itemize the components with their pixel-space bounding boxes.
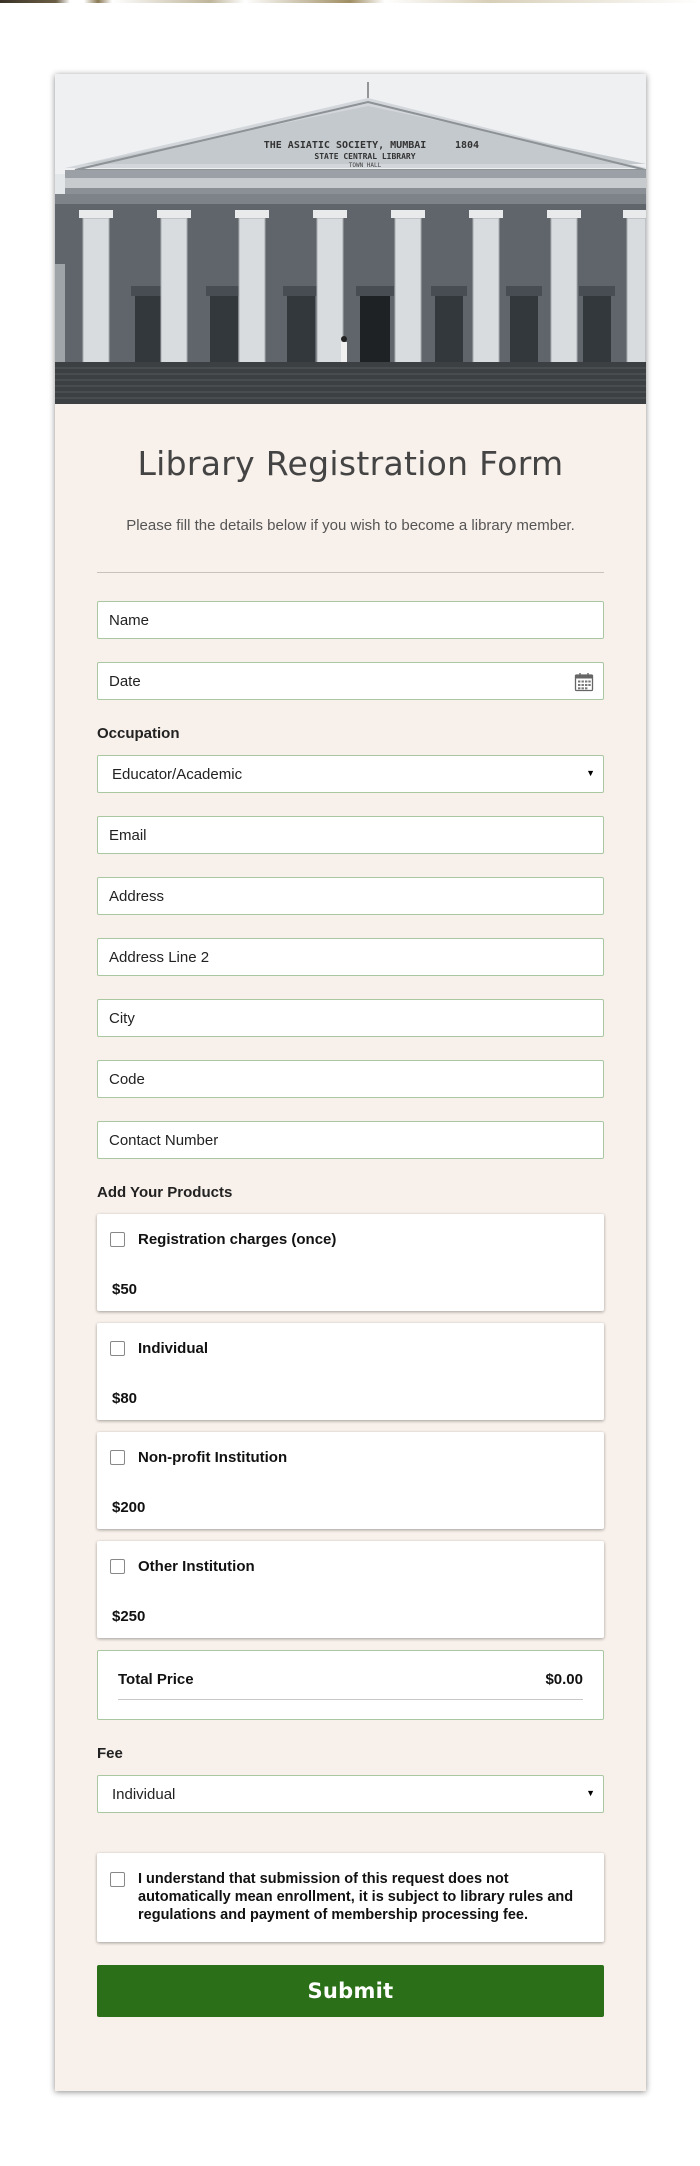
- calendar-icon[interactable]: [574, 672, 594, 692]
- page-subtitle: Please fill the details below if you wish to become a library member.: [126, 517, 575, 534]
- page-title: Library Registration Form: [137, 444, 564, 483]
- agreement-box: [97, 1853, 604, 1942]
- product-price: $80: [112, 1390, 138, 1407]
- inscription-line3: TOWN HALL: [348, 162, 382, 169]
- code-placeholder: Code: [109, 1070, 145, 1088]
- city-placeholder: City: [109, 1009, 135, 1027]
- fee-select[interactable]: [97, 1775, 604, 1813]
- address-placeholder: Address: [109, 887, 165, 905]
- occupation-selected: Educator/Academic: [112, 765, 243, 783]
- inscription-line1: THE ASIATIC SOCIETY, MUMBAI: [263, 140, 427, 151]
- checkbox-icon[interactable]: [110, 1872, 125, 1887]
- product-item-individual: [97, 1323, 604, 1420]
- product-name: Non-profit Institution: [138, 1449, 288, 1466]
- checkbox-icon[interactable]: [110, 1559, 125, 1574]
- contact-number-input[interactable]: [97, 1121, 604, 1159]
- fee-selected: Individual: [112, 1785, 176, 1803]
- date-input[interactable]: [97, 662, 604, 700]
- inscription-line2: STATE CENTRAL LIBRARY: [314, 152, 416, 161]
- name-placeholder: Name: [109, 611, 150, 629]
- top-decorative-strip: [0, 0, 700, 3]
- product-item-nonprofit: [97, 1432, 604, 1529]
- hero-image: [55, 74, 646, 404]
- product-price: $200: [112, 1499, 146, 1516]
- code-input[interactable]: [97, 1060, 604, 1098]
- products-label: Add Your Products: [97, 1184, 233, 1201]
- inscription-year: 1804: [454, 140, 480, 151]
- product-price: $250: [112, 1608, 146, 1625]
- date-placeholder: Date: [109, 672, 141, 690]
- agreement-text: I understand that submission of this request does not automatically mean enrollment, it is subject to library rules and regulations and payment of membership processing fee.: [138, 1871, 574, 1923]
- fee-label: Fee: [97, 1745, 123, 1762]
- registration-card: [55, 74, 646, 2091]
- checkbox-icon[interactable]: [110, 1341, 125, 1356]
- product-item-other-institution: [97, 1541, 604, 1638]
- total-price-value: $0.00: [545, 1671, 583, 1688]
- checkbox-icon[interactable]: [110, 1232, 125, 1247]
- product-price: $50: [112, 1281, 138, 1298]
- address-line2-placeholder: Address Line 2: [109, 948, 210, 966]
- submit-button[interactable]: Submit: [97, 1965, 604, 2017]
- checkbox-icon[interactable]: [110, 1450, 125, 1465]
- library-building-photo: [55, 74, 646, 404]
- divider: [97, 572, 604, 573]
- city-input[interactable]: [97, 999, 604, 1037]
- registration-form: [55, 601, 646, 2017]
- email-input[interactable]: [97, 816, 604, 854]
- product-name: Other Institution: [138, 1558, 255, 1575]
- occupation-select[interactable]: [97, 755, 604, 793]
- contact-number-placeholder: Contact Number: [109, 1131, 219, 1149]
- address-line2-input[interactable]: [97, 938, 604, 976]
- total-divider: [118, 1699, 583, 1700]
- caret-down-icon: ▼: [586, 1788, 595, 1798]
- product-name: Registration charges (once): [138, 1231, 337, 1248]
- occupation-label: Occupation: [97, 725, 180, 742]
- total-price-box: [97, 1650, 604, 1720]
- caret-down-icon: ▼: [586, 768, 595, 778]
- product-item-registration: [97, 1214, 604, 1311]
- total-price-label: Total Price: [118, 1671, 194, 1688]
- product-name: Individual: [138, 1340, 209, 1357]
- address-input[interactable]: [97, 877, 604, 915]
- email-placeholder: Email: [109, 826, 147, 844]
- name-input[interactable]: [97, 601, 604, 639]
